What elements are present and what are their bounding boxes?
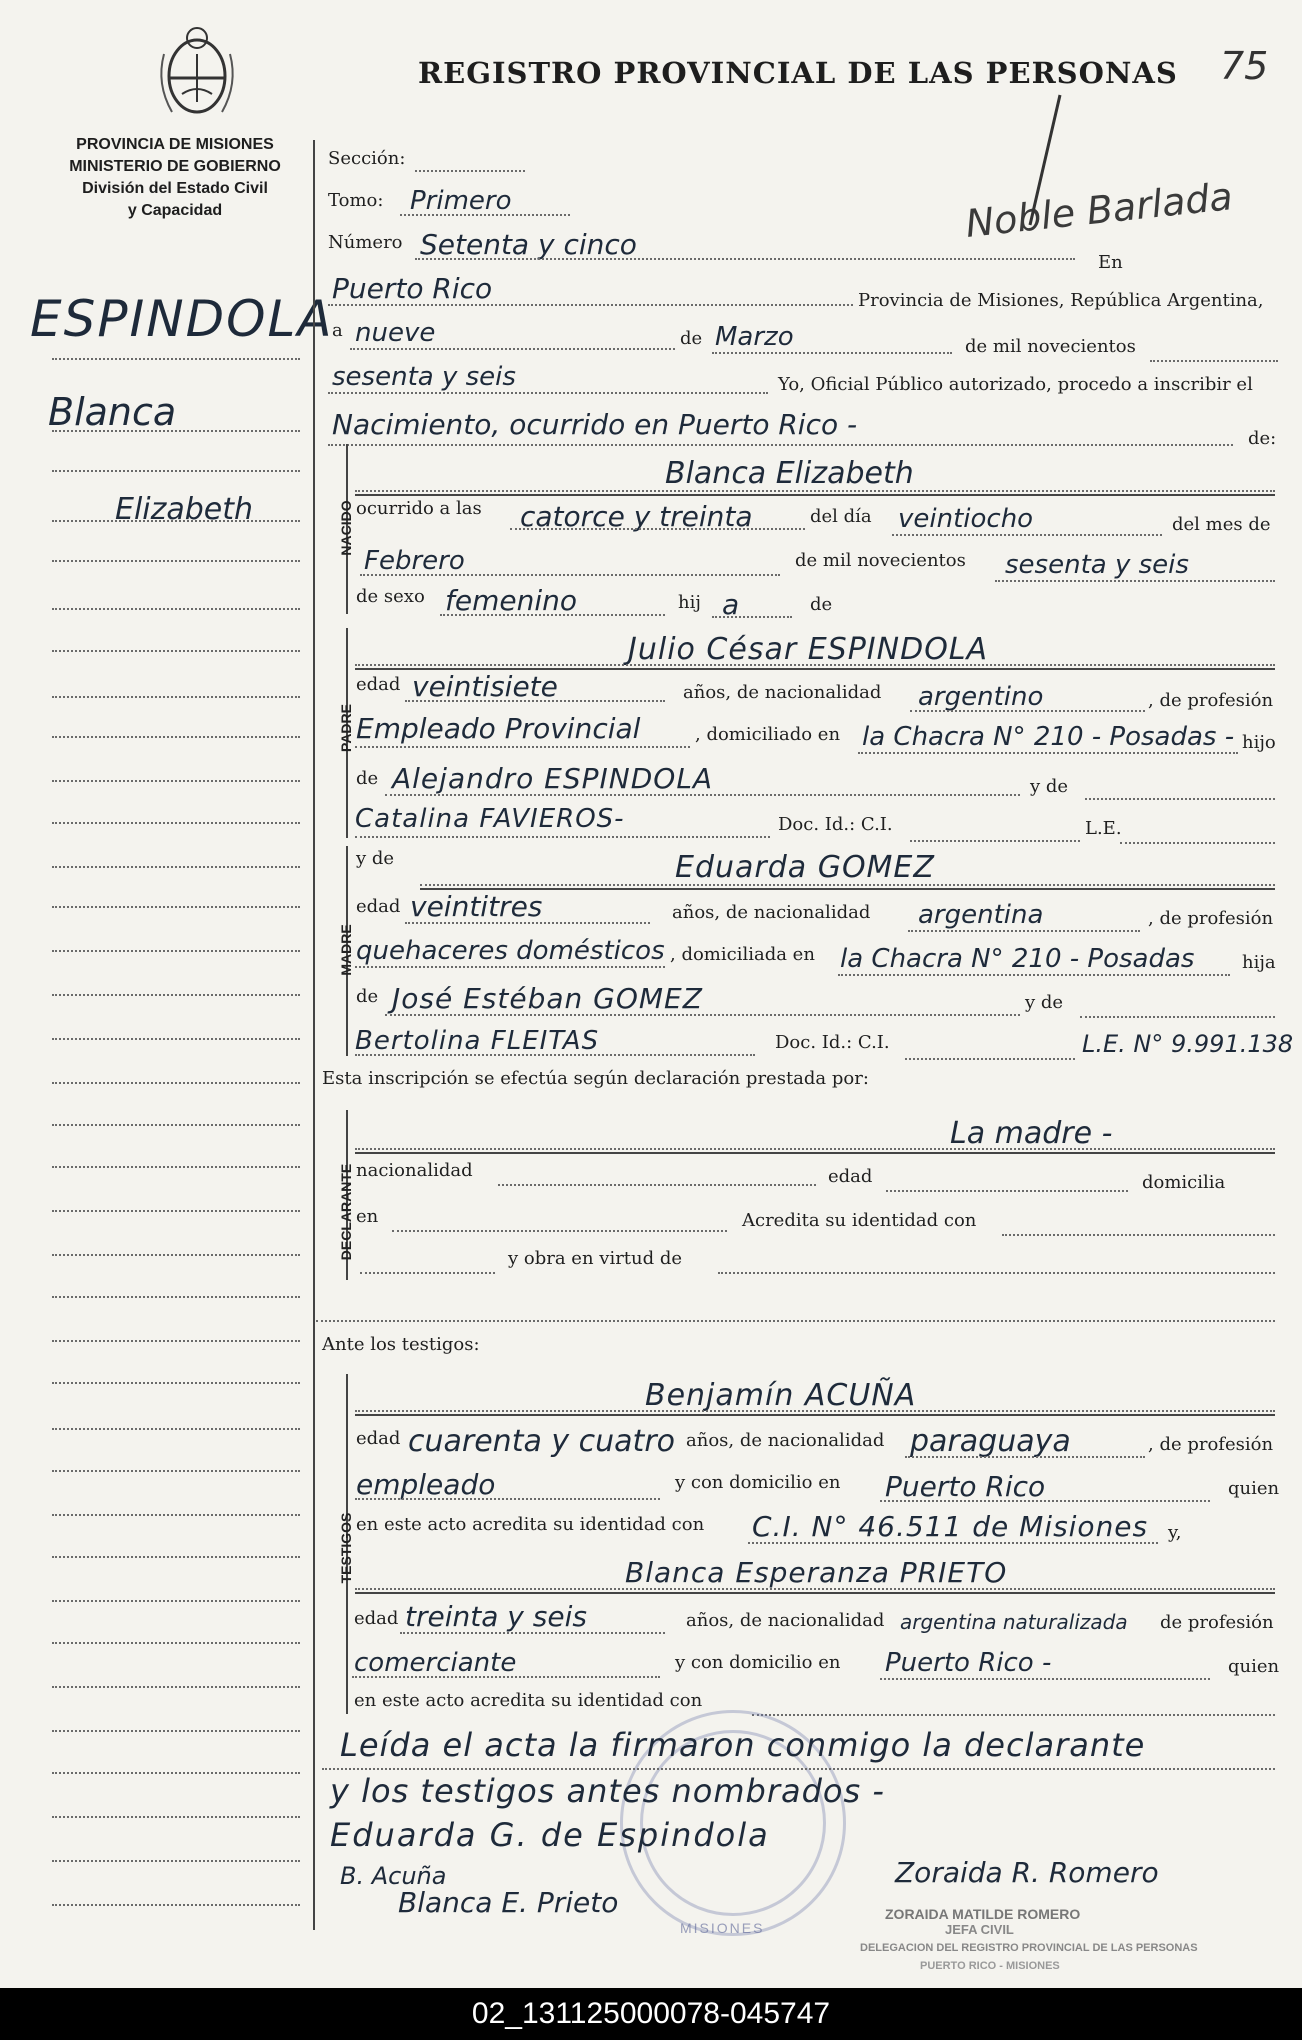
org-line: PROVINCIA DE MISIONES (76, 136, 274, 153)
month-value: Marzo (715, 322, 794, 352)
witness1-y: y, (1168, 1522, 1182, 1543)
padre-domicilio: la Chacra N° 210 - Posadas - (862, 722, 1235, 752)
witness2-profesion: comerciante (354, 1648, 517, 1678)
declarante-obra-line (718, 1272, 1275, 1274)
madre-domicilio: la Chacra N° 210 - Posadas (840, 944, 1195, 974)
witness1-signature: B. Acuña (340, 1862, 447, 1890)
officer-stamp-location: PUERTO RICO - MISIONES (920, 1960, 1060, 1972)
org-line: MINISTERIO DE GOBIERNO (69, 158, 281, 175)
closing-line1: Leída el acta la firmaron conmigo la declarante (340, 1726, 1146, 1764)
hijo-label: hijo (1242, 732, 1276, 753)
officer-stamp-title: JEFA CIVIL (945, 1922, 1014, 1937)
margin-line (52, 1816, 300, 1818)
seccion-line (415, 170, 525, 172)
madre-edad: veintitres (410, 890, 543, 923)
hij-label: hij (678, 592, 701, 613)
witness1-prof-line (355, 1498, 660, 1500)
padre-madre: Catalina FAVIEROS- (355, 804, 625, 834)
margin-line (52, 994, 300, 996)
witness2-dom-line (880, 1678, 1210, 1680)
margin-line (52, 1124, 300, 1126)
mother-name-line (420, 884, 1275, 886)
place-value: Puerto Rico (332, 272, 493, 305)
witness2-acr-line (752, 1714, 1275, 1716)
declarante-nac-line (498, 1184, 816, 1186)
margin-line (52, 1904, 300, 1906)
madre-madre: Bertolina FLEITAS (355, 1026, 600, 1056)
officer-stamp-office: DELEGACION DEL REGISTRO PROVINCIAL DE LAS PERSONAS (860, 1942, 1198, 1954)
year-line (328, 392, 768, 394)
padre-dom-line (858, 752, 1238, 754)
document-title: REGISTRO PROVINCIAL DE LAS PERSONAS (418, 56, 1178, 90)
birth-hour: catorce y treinta (520, 500, 753, 533)
padre-edad-line (405, 700, 665, 702)
margin-surname: ESPINDOLA (30, 290, 334, 348)
declarante-en-line (392, 1230, 727, 1232)
acto-line (328, 444, 1233, 446)
margin-line (52, 520, 300, 522)
child-name: Blanca Elizabeth (665, 456, 914, 491)
witness1-profesion-label: , de profesión (1148, 1434, 1274, 1455)
de-label: de (680, 328, 703, 349)
margin-line (52, 906, 300, 908)
witness2-domicilio: Puerto Rico - (885, 1648, 1052, 1678)
testigos-side-label: TESTIGOS (338, 1512, 354, 1584)
provincia-text: Provincia de Misiones, República Argentina, (858, 290, 1264, 311)
day-value: nueve (355, 318, 436, 348)
margin-line (52, 1082, 300, 1084)
day-line (350, 348, 675, 350)
child-name-rule (355, 494, 1275, 496)
numero-line (415, 258, 1075, 260)
sexo-line (440, 614, 665, 616)
margin-line (52, 696, 300, 698)
witness2-name-rule (355, 1592, 1275, 1594)
witness1-acredita: C.I. N° 46.511 de Misiones (752, 1510, 1149, 1543)
declarante-edad-label: edad (828, 1166, 873, 1187)
padre-le-label: L.E. (1085, 818, 1122, 839)
margin-line (52, 822, 300, 824)
officer-stamp-name: ZORAIDA MATILDE ROMERO (885, 1906, 1081, 1922)
witness1-name: Benjamín ACUÑA (645, 1378, 917, 1413)
seccion-label: Sección: (328, 148, 406, 169)
birth-day-line (892, 534, 1162, 536)
margin-line (52, 1296, 300, 1298)
margin-line (52, 1038, 300, 1040)
madre-padre: José Estéban GOMEZ (392, 982, 703, 1015)
margin-line (52, 1210, 300, 1212)
margin-line (52, 1686, 300, 1688)
padre-profesion-label: , de profesión (1148, 690, 1274, 711)
witness1-domicilio-label: y con domicilio en (675, 1472, 841, 1493)
madre-yde-line (1080, 1016, 1275, 1018)
padre-madre-line (355, 836, 770, 838)
witness2-prof-line (352, 1676, 660, 1678)
witness2-acredita-label: en este acto acredita su identidad con (354, 1690, 703, 1711)
declarante-name: La madre - (950, 1116, 1113, 1151)
declarante-side-label: DECLARANTE (338, 1163, 354, 1261)
separator-line (316, 1320, 1275, 1322)
margin-line (52, 1600, 300, 1602)
org-line: y Capacidad (127, 202, 223, 219)
witness2-name-line (355, 1588, 1275, 1590)
numero-value: Setenta y cinco (420, 228, 637, 261)
closing-line2: y los testigos antes nombrados - (330, 1772, 885, 1810)
margin-line (52, 650, 300, 652)
padre-de-label: de (356, 768, 379, 789)
nacido-side-label: NACIDO (338, 500, 354, 556)
witness2-edad-line (400, 1632, 665, 1634)
place-line (328, 304, 853, 306)
madre-prof-line (355, 966, 665, 968)
margin-line (52, 1428, 300, 1430)
hij-line (712, 616, 792, 618)
margin-line (52, 736, 300, 738)
witness1-name-rule (355, 1414, 1275, 1416)
margin-first-name: Blanca (48, 390, 177, 434)
month-line (712, 352, 952, 354)
a-label: a (332, 320, 343, 341)
oficial-text: Yo, Oficial Público autorizado, procedo a inscribir el (778, 374, 1253, 395)
madre-profesion: quehaceres domésticos (356, 936, 665, 966)
domiciliado-label: , domiciliado en (695, 724, 841, 745)
de-end-label: de: (1248, 428, 1277, 449)
father-name-line (355, 664, 1275, 666)
witness2-edad-label: edad (354, 1608, 399, 1629)
ocurrido-label: ocurrido a las (356, 498, 482, 519)
padre-edad-label: edad (356, 674, 401, 695)
declarante-nacionalidad-label: nacionalidad (356, 1160, 473, 1181)
witness1-profesion: empleado (356, 1468, 496, 1501)
madre-padre-line (385, 1014, 1020, 1016)
margin-line (52, 430, 300, 432)
declarante-pre-obra-line (360, 1272, 495, 1274)
witness1-edad: cuarenta y cuatro (408, 1424, 676, 1459)
madre-dom-line (838, 974, 1230, 976)
closing-line1-rule (322, 1768, 1275, 1770)
padre-side-label: PADRE (338, 704, 354, 752)
margin-line (52, 1642, 300, 1644)
hij-value: a (722, 588, 740, 621)
padre-y-de-label: y de (1030, 776, 1069, 797)
year-value: sesenta y seis (332, 362, 516, 392)
padre-profesion: Empleado Provincial (356, 712, 641, 745)
witness2-domicilio-label: y con domicilio en (675, 1652, 841, 1673)
page-number: 75 (1220, 44, 1269, 88)
madre-le: L.E. N° 9.991.138 (1082, 1030, 1294, 1058)
mother-name: Eduarda GOMEZ (675, 850, 935, 885)
padre-padre: Alejandro ESPINDOLA (392, 762, 714, 795)
witness2-profesion-label: de profesión (1160, 1612, 1274, 1633)
margin-line (52, 866, 300, 868)
margin-line (52, 470, 300, 472)
margin-line (52, 1166, 300, 1168)
madre-profesion-label: , de profesión (1148, 908, 1274, 929)
document-id-bar: 02_131125000078-045747 (0, 1988, 1302, 2040)
padre-padre-line (385, 794, 1020, 796)
del-dia-label: del día (810, 506, 872, 527)
mil-novecientos-label: de mil novecientos (795, 550, 966, 571)
margin-line (52, 780, 300, 782)
mil-label: de mil novecientos (965, 336, 1136, 357)
padre-edad: veintisiete (412, 670, 558, 703)
declarante-intro: Esta inscripción se efectúa según declaración prestada por: (322, 1068, 869, 1089)
witness2-quien: quien (1228, 1656, 1280, 1677)
witness1-quien: quien (1228, 1478, 1280, 1499)
margin-line (52, 560, 300, 562)
witness2-signature: Blanca E. Prieto (398, 1886, 619, 1919)
madre-de-label: de (356, 986, 379, 1007)
tomo-label: Tomo: (328, 190, 384, 211)
margin-line (52, 1254, 300, 1256)
coat-of-arms-icon (152, 14, 242, 122)
madre-edad-label: edad (356, 896, 401, 917)
birth-month-line (360, 574, 780, 576)
witness1-acr-line (748, 1542, 1158, 1544)
birth-month: Febrero (364, 546, 465, 576)
birth-year: sesenta y seis (1005, 550, 1189, 580)
witness2-anos-label: años, de nacionalidad (686, 1610, 885, 1631)
declarante-acredita-label: Acredita su identidad con (742, 1210, 977, 1231)
madre-edad-line (405, 922, 650, 924)
hija-label: hija (1242, 952, 1276, 973)
org-line: División del Estado Civil (82, 180, 268, 197)
declarante-name-rule (355, 1152, 1275, 1154)
del-mes-label: del mes de (1172, 514, 1271, 535)
madre-nacionalidad: argentina (918, 900, 1044, 930)
padre-nacionalidad: argentino (918, 682, 1044, 712)
padre-le-line (1120, 842, 1275, 844)
madre-madre-line (355, 1054, 755, 1056)
witness2-nacionalidad: argentina naturalizada (900, 1610, 1128, 1634)
witness1-dom-line (880, 1500, 1210, 1502)
father-name: Julio César ESPINDOLA (628, 632, 989, 667)
padre-anos-label: años, de nacionalidad (683, 682, 882, 703)
sexo-label: de sexo (356, 586, 425, 607)
witness1-name-line (355, 1410, 1275, 1412)
padre-prof-line (355, 746, 690, 748)
witness1-nacionalidad: paraguaya (910, 1424, 1071, 1459)
declarante-acredita-line (1002, 1234, 1275, 1236)
margin-line (52, 608, 300, 610)
declarant-signature: Eduarda G. de Espindola (330, 1816, 770, 1854)
madre-side-label: MADRE (338, 924, 354, 976)
signature-stroke-icon (1010, 90, 1070, 230)
margin-line (52, 1470, 300, 1472)
witness1-acredita-label: en este acto acredita su identidad con (356, 1514, 705, 1535)
margin-line (52, 1730, 300, 1732)
declarante-en-label: en (356, 1206, 379, 1227)
padre-doc-line (910, 840, 1080, 842)
tomo-line (400, 214, 570, 216)
hour-line (510, 528, 805, 530)
testigos-intro: Ante los testigos: (322, 1334, 480, 1355)
witness1-edad-label: edad (356, 1428, 401, 1449)
margin-line (52, 1340, 300, 1342)
witness1-anos-label: años, de nacionalidad (686, 1430, 885, 1451)
madre-y-de2-label: y de (1025, 992, 1064, 1013)
madre-y-de-label: y de (356, 848, 395, 869)
margin-line (52, 1772, 300, 1774)
madre-anos-label: años, de nacionalidad (672, 902, 871, 923)
margin-line (52, 358, 300, 360)
birth-day: veintiocho (898, 504, 1034, 534)
madre-nac-line (908, 930, 1140, 932)
margin-line (52, 1556, 300, 1558)
padre-yde-line (1085, 798, 1275, 800)
mother-name-rule (420, 888, 1275, 890)
declarante-name-line (355, 1148, 1275, 1150)
en-label: En (1098, 252, 1123, 273)
registrar-signature: Noble Barlada (963, 174, 1235, 246)
margin-middle-name: Elizabeth (115, 492, 254, 527)
tomo-value: Primero (410, 186, 512, 216)
seal-text: MISIONES (680, 1920, 765, 1936)
declarante-domicilia-label: domicilia (1142, 1172, 1226, 1193)
acto-value: Nacimiento, ocurrido en Puerto Rico - (332, 408, 858, 441)
padre-nac-line (910, 710, 1145, 712)
witness1-nac-line (905, 1456, 1145, 1458)
margin-line (52, 1860, 300, 1862)
witness2-edad: treinta y seis (405, 1600, 587, 1633)
numero-label: Número (328, 232, 403, 253)
margin-line (52, 950, 300, 952)
madre-doc-line (905, 1058, 1075, 1060)
sexo-value: femenino (445, 584, 577, 617)
witness2-name: Blanca Esperanza PRIETO (625, 1556, 1008, 1589)
witness1-domicilio: Puerto Rico (885, 1470, 1046, 1503)
issuing-organization (40, 134, 310, 222)
margin-line (52, 1514, 300, 1516)
birth-year-line (995, 580, 1275, 582)
margin-rule (313, 140, 315, 1930)
nacido-de-label: de (810, 594, 833, 615)
child-name-line (355, 490, 1275, 492)
padre-doc-label: Doc. Id.: C.I. (778, 814, 893, 835)
mil-line (1150, 360, 1278, 362)
madre-doc-label: Doc. Id.: C.I. (775, 1032, 890, 1053)
margin-line (52, 1382, 300, 1384)
officer-signature: Zoraida R. Romero (895, 1856, 1159, 1889)
declarante-obra-label: y obra en virtud de (508, 1248, 683, 1269)
domiciliada-label: , domiciliada en (670, 944, 815, 965)
declarante-edad-line (886, 1190, 1128, 1192)
